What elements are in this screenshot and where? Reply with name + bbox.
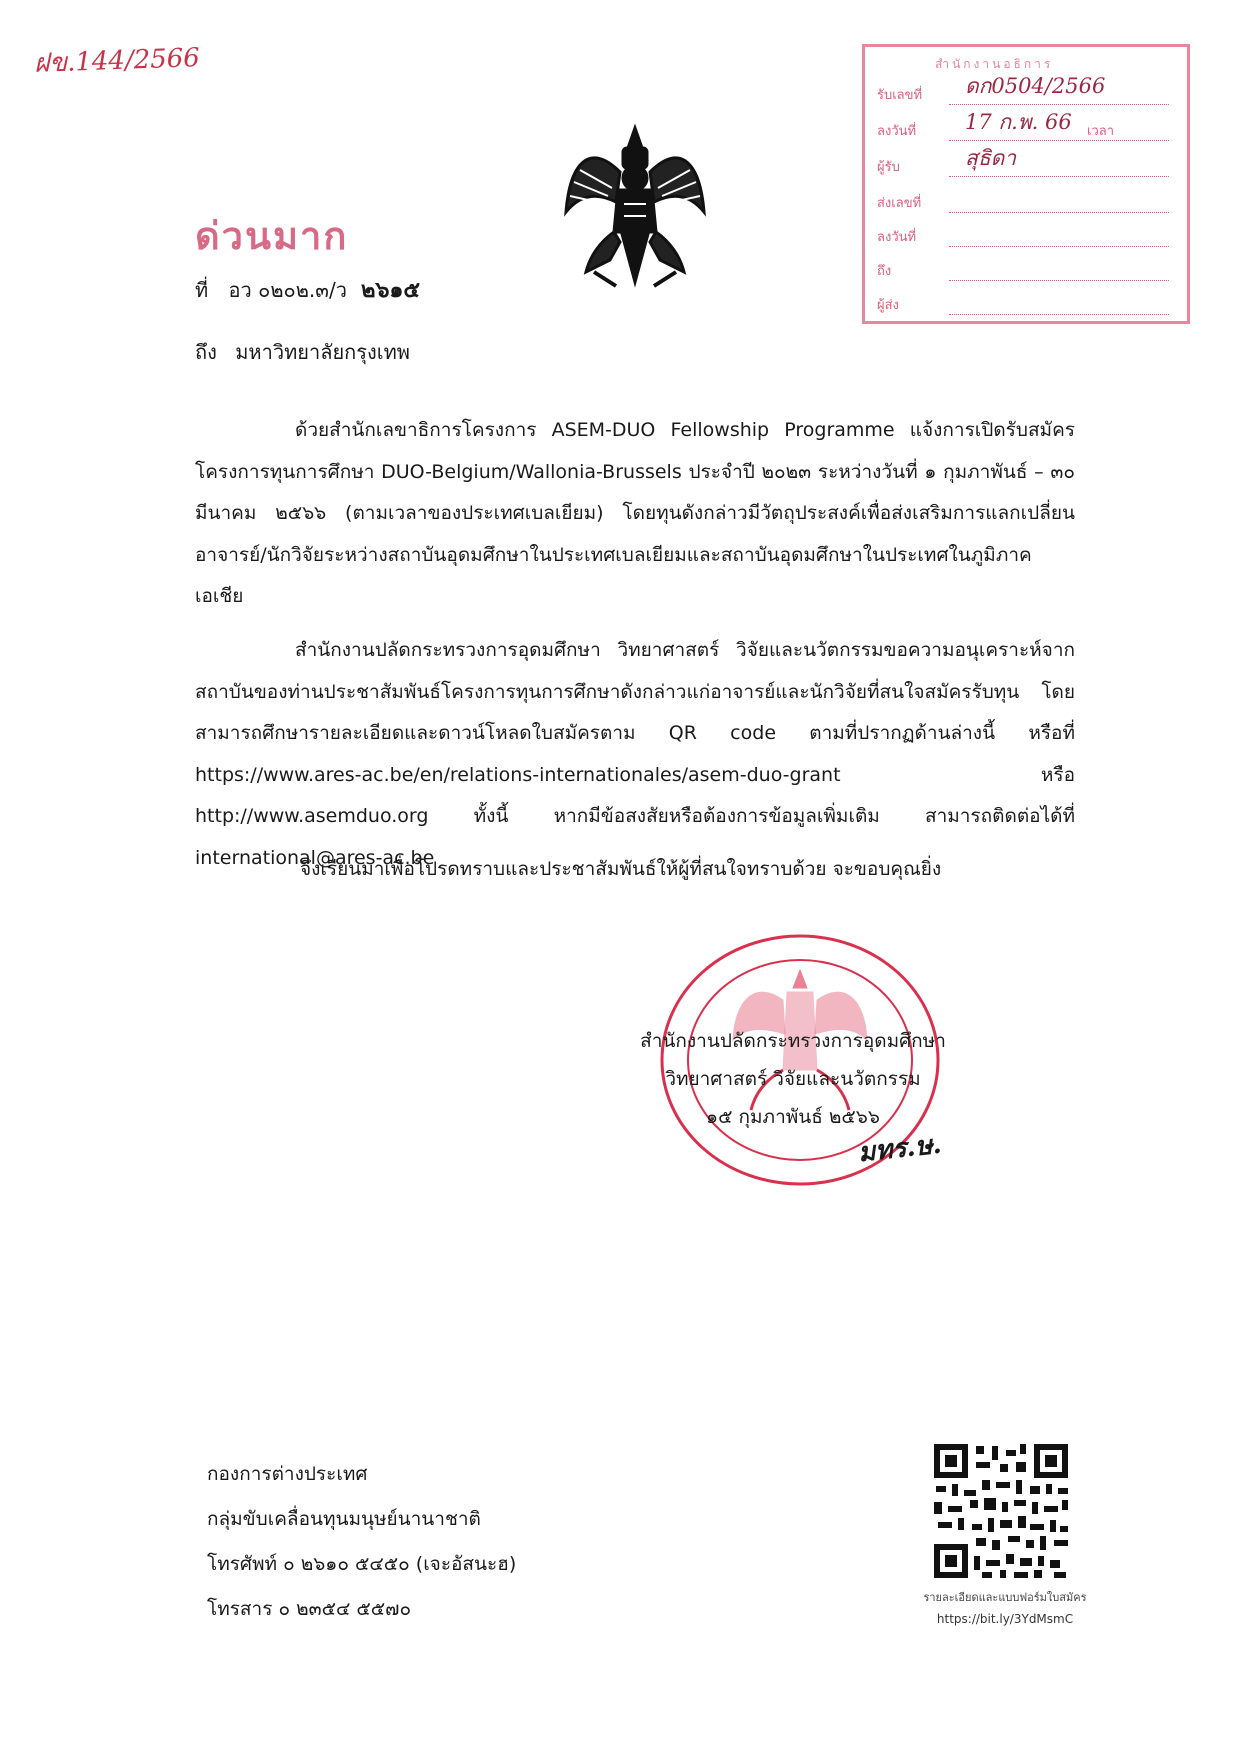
body-paragraph-2: สำนักงานปลัดกระทรวงการอุดมศึกษา วิทยาศาสตร์ วิจัยและนวัตกรรมขอความอนุเคราะห์จากสถาบันของท่านประชาสัมพันธ์โครงการทุนการศึกษาดังกล่าวแก่อาจารย์และนักวิจัยที่สนใจสมัครรับทุน โดยสามารถศึกษารายละเอียดและดาวน์โหลดใบสมัครตาม QR code ตามที่ปรากฏด้านล่างนี้ หรือที่ https://www.ares-ac.be/en/relations-internationales/asem-duo-grant หรือ http://www.asemduo.org ทั้งนี้ หากมีข้อสงสัยหรือต้องการข้อมูลเพิ่มเติม สามารถติดต่อได้ที่ international@ares-ac.be (195, 639, 1075, 869)
document-number-ref: อว ๐๒๐๒.๓/ว (228, 278, 347, 302)
receipt-row-label: ส่งเลขที่ (877, 196, 922, 211)
signature-block (628, 1022, 958, 1136)
receipt-row-label: รับเลขที่ (877, 88, 923, 103)
handwritten-initials: มทร.ษ. (856, 1129, 943, 1169)
document-number-prefix: ที่ (195, 278, 209, 302)
qr-code-icon[interactable] (930, 1440, 1072, 1582)
receipt-row-label: ถึง (877, 264, 892, 279)
handwritten-reference-note: ฝข.144/2566 (33, 43, 201, 79)
document-number-value: ๒๖๑๕ (360, 278, 421, 303)
receipt-row-label: ผู้ส่ง (877, 298, 899, 313)
qr-caption: รายละเอียดและแบบฟอร์มใบสมัคร (923, 1591, 1087, 1604)
receipt-row-label: ลงวันที่ (877, 230, 917, 245)
receipt-row (877, 249, 1177, 285)
receipt-row-suffix: เวลา (1087, 124, 1115, 139)
receipt-stamp (862, 44, 1190, 324)
receipt-row-label: ผู้รับ (877, 160, 900, 175)
receipt-row (877, 181, 1177, 217)
footer-fax: โทรสาร ๐ ๒๓๕๔ ๕๕๗๐ (207, 1598, 412, 1620)
recipient-name: มหาวิทยาลัยกรุงเทพ (235, 340, 410, 364)
receipt-row-label: ลงวันที่ (877, 124, 917, 139)
footer-unit: กลุ่มขับเคลื่อนทุนมนุษย์นานาชาติ (207, 1508, 481, 1530)
recipient-label: ถึง (195, 340, 217, 364)
recipient-line (195, 336, 410, 368)
qr-url-link[interactable]: https://bit.ly/3YdMsmC (936, 1612, 1074, 1626)
receipt-row (877, 215, 1177, 251)
signature-org-line-2: วิทยาศาสตร์ วิจัยและนวัตกรรม (665, 1068, 921, 1090)
footer-phone: โทรศัพท์ ๐ ๒๖๑๐ ๕๔๕๐ (เจะอัสนะฮ) (207, 1553, 517, 1575)
receipt-row-value: ดก0504/2566 (965, 74, 1106, 98)
garuda-emblem-icon (560, 122, 710, 290)
receipt-row (877, 109, 1177, 145)
closing-sentence: จึงเรียนมาเพื่อโปรดทราบและประชาสัมพันธ์ให้ผู้ที่สนใจทราบด้วย จะขอบคุณยิ่ง (300, 858, 942, 880)
urgent-label: ด่วนมาก (195, 214, 349, 258)
receipt-stamp-header: สำนักงานอธิการ (935, 57, 1054, 71)
receipt-row (877, 73, 1177, 109)
receipt-row (877, 283, 1177, 319)
signature-org-line-1: สำนักงานปลัดกระทรวงการอุดมศึกษา (640, 1030, 946, 1052)
receipt-row-value: 17 ก.พ. 66 (965, 110, 1072, 134)
footer-contact (207, 1452, 516, 1632)
body-paragraph-1: ด้วยสำนักเลขาธิการโครงการ ASEM-DUO Fellowship Programme แจ้งการเปิดรับสมัครโครงการทุนการศึกษา DUO-Belgium/Wallonia-Brussels ประจำปี ๒๐๒๓ ระหว่างวันที่ ๑ กุมภาพันธ์ – ๓๐ มีนาคม ๒๕๖๖ (ตามเวลาของประเทศเบลเยียม) โดยทุนดังกล่าวมีวัตถุประสงค์เพื่อส่งเสริมการแลกเปลี่ยนอาจารย์/นักวิจัยระหว่างสถาบันอุดมศึกษาในประเทศเบลเยียมและสถาบันอุดมศึกษาในประเทศในภูมิภาคเอเชีย (195, 419, 1075, 607)
signature-date: ๑๕ กุมภาพันธ์ ๒๕๖๖ (706, 1106, 880, 1128)
document-number (195, 272, 420, 307)
receipt-row (877, 145, 1177, 181)
footer-department: กองการต่างประเทศ (207, 1463, 368, 1485)
receipt-row-value: สุธิดา (965, 146, 1017, 170)
